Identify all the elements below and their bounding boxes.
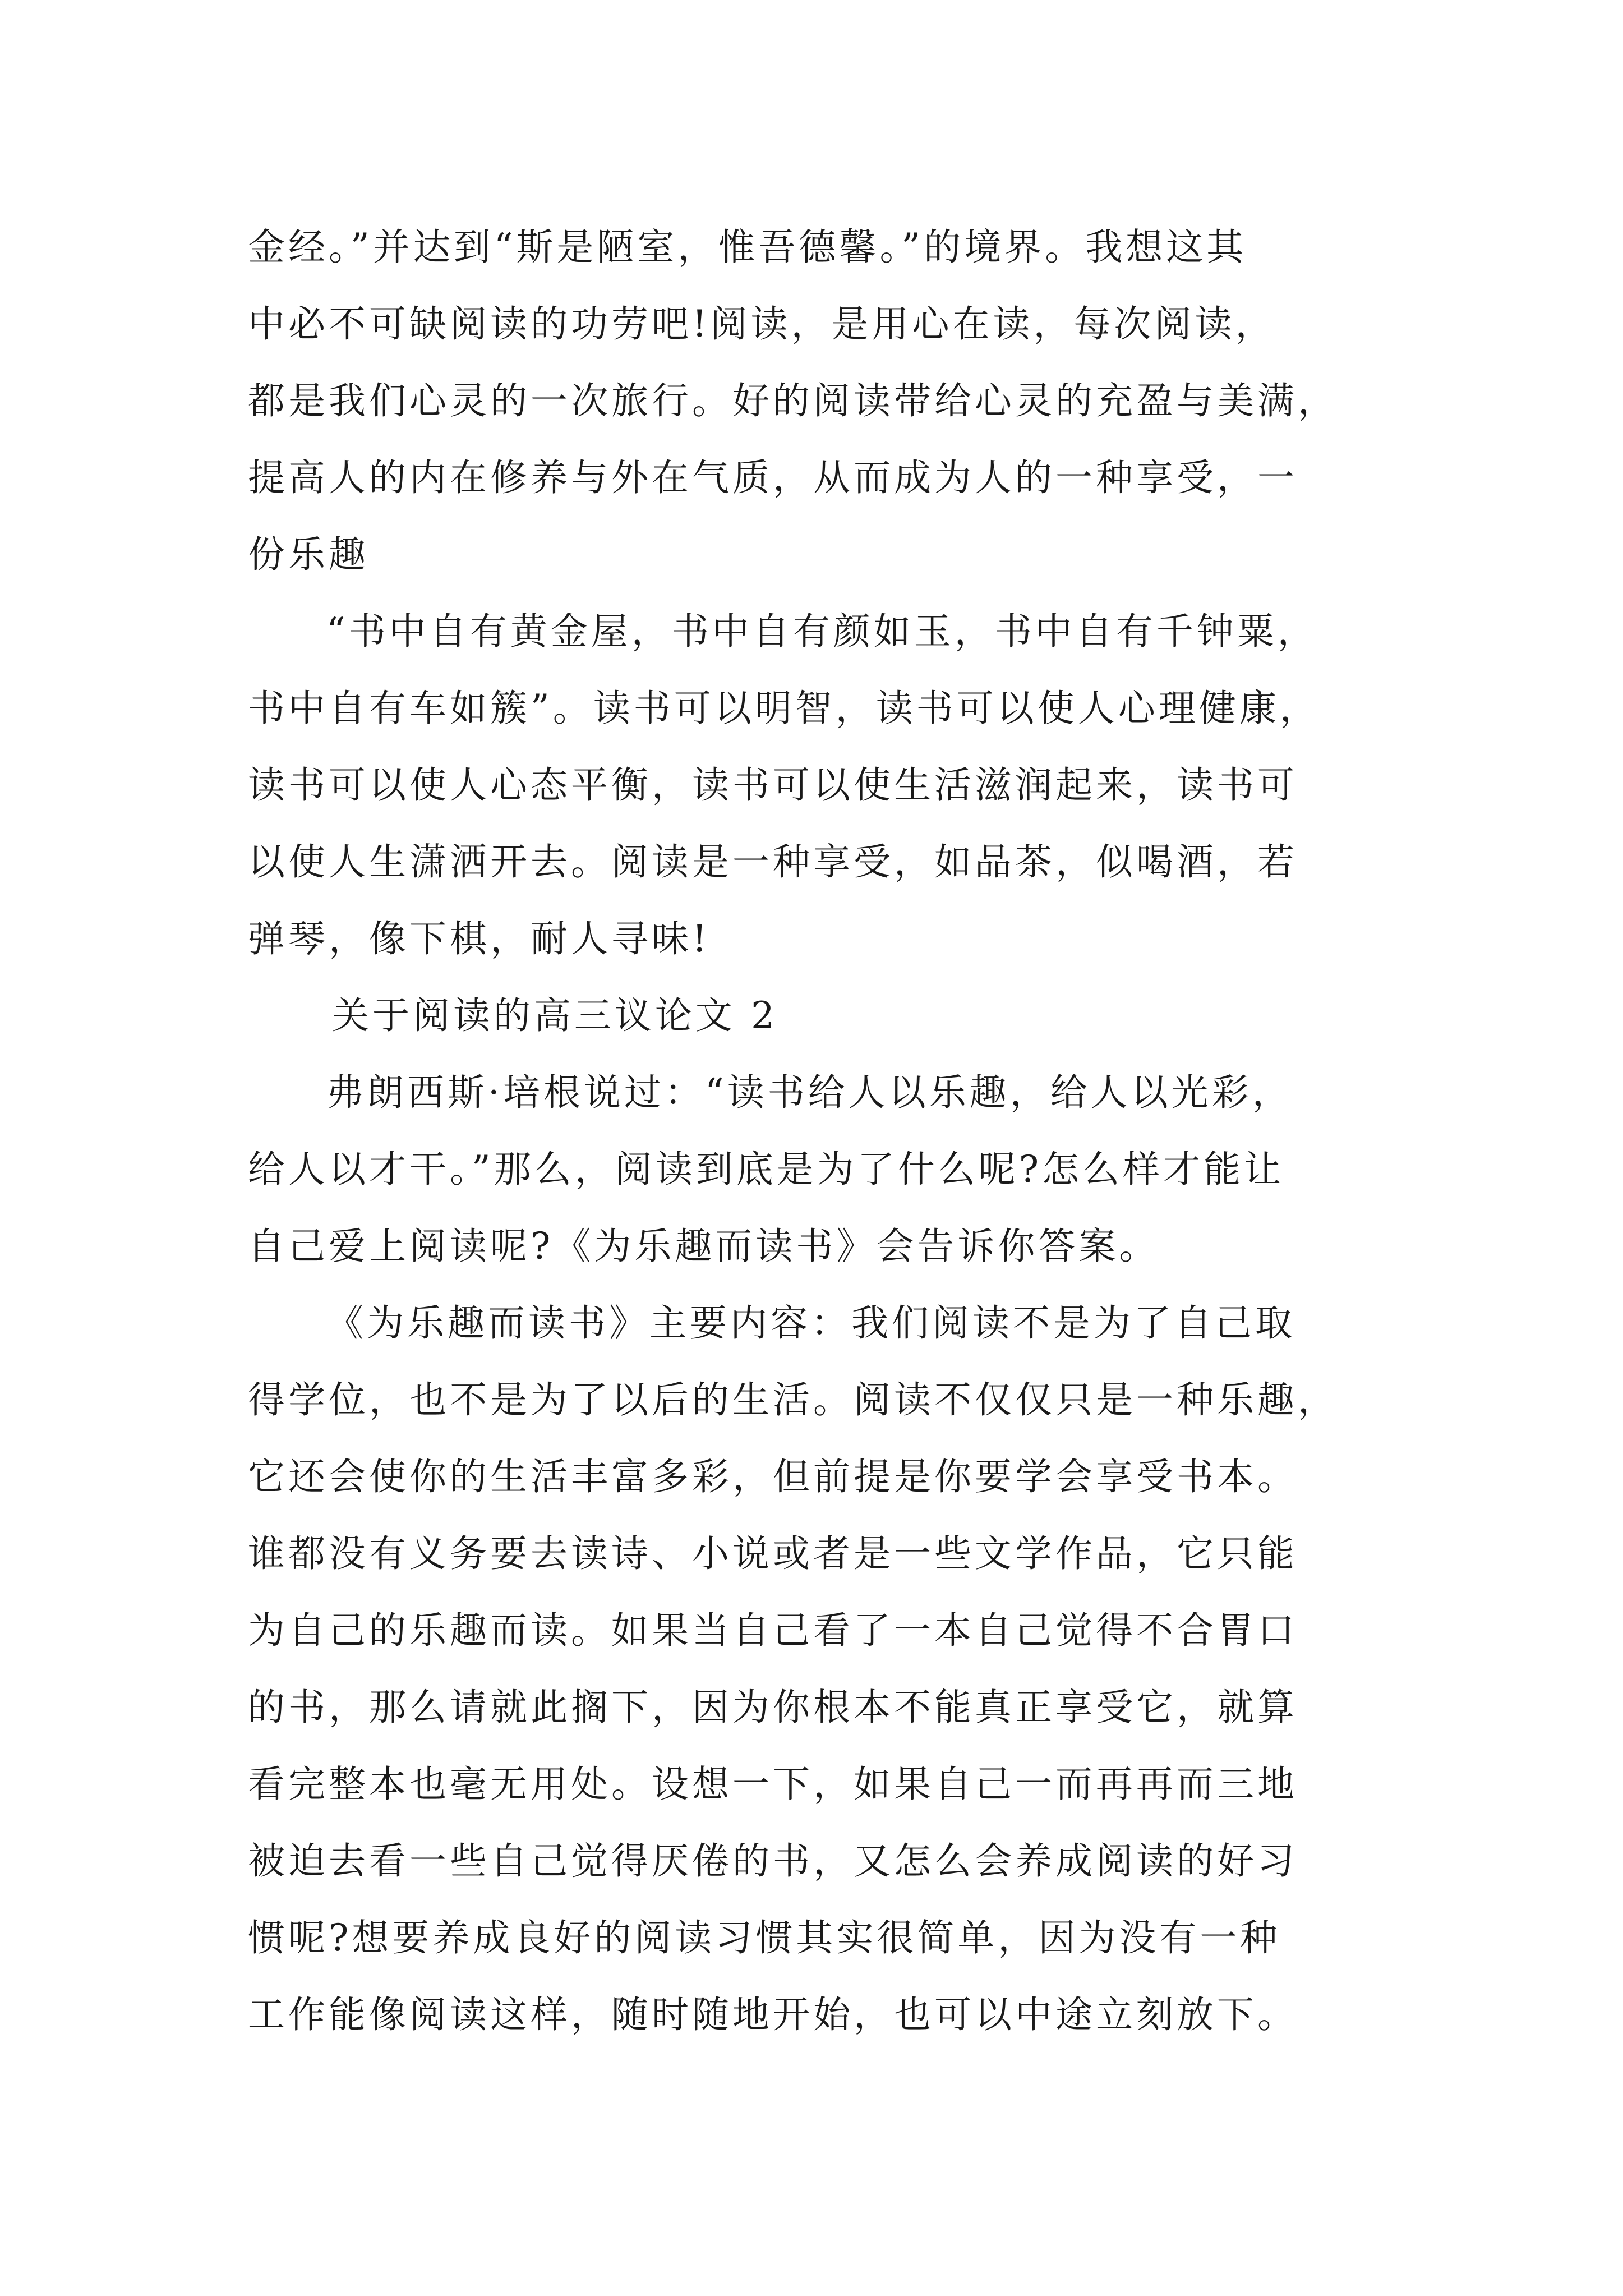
section-heading: 关于阅读的高三议论文 2 bbox=[332, 994, 778, 1037]
text-line: 谁都没有义务要去读诗、小说或者是一些文学作品，它只能 bbox=[248, 1532, 1298, 1575]
text-line: 《为乐趣而读书》主要内容：我们阅读不是为了自己取 bbox=[326, 1301, 1295, 1345]
text-line: 看完整本也毫无用处。设想一下，如果自己一而再再而三地 bbox=[248, 1763, 1298, 1806]
text-line: 书中自有车如簇”。读书可以明智，读书可以使人心理健康， bbox=[248, 687, 1320, 730]
text-line: 弗朗西斯·培根说过：“读书给人以乐趣，给人以光彩， bbox=[326, 1071, 1293, 1114]
text-line: “书中自有黄金屋，书中自有颜如玉，书中自有千钟粟， bbox=[326, 610, 1318, 653]
text-line: 读书可以使人心态平衡，读书可以使生活滋润起来，读书可 bbox=[248, 763, 1298, 807]
text-line: 工作能像阅读这样，随时随地开始，也可以中途立刻放下。 bbox=[248, 1993, 1298, 2036]
text-line: 份乐趣 bbox=[248, 533, 369, 576]
text-line: 惯呢?想要养成良好的阅读习惯其实很简单，因为没有一种 bbox=[248, 1916, 1281, 1959]
text-line: 得学位，也不是为了以后的生活。阅读不仅仅只是一种乐趣， bbox=[248, 1378, 1338, 1421]
text-line: 都是我们心灵的一次旅行。好的阅读带给心灵的充盈与美满， bbox=[248, 379, 1338, 422]
text-line: 为自己的乐趣而读。如果当自己看了一本自己觉得不合胃口 bbox=[248, 1609, 1298, 1652]
text-line: 中必不可缺阅读的功劳吧!阅读，是用心在读，每次阅读， bbox=[248, 302, 1276, 346]
text-line: 的书，那么请就此搁下，因为你根本不能真正享受它，就算 bbox=[248, 1686, 1298, 1729]
text-line: 自己爱上阅读呢?《为乐趣而读书》会告诉你答案。 bbox=[248, 1225, 1160, 1268]
text-line: 金经。”并达到“斯是陋室，惟吾德馨。”的境界。我想这其 bbox=[248, 226, 1247, 269]
text-line: 弹琴，像下棋，耐人寻味! bbox=[248, 917, 711, 960]
text-line: 提高人的内在修养与外在气质，从而成为人的一种享受，一 bbox=[248, 456, 1298, 499]
text-line: 以使人生潇洒开去。阅读是一种享受，如品茶，似喝酒，若 bbox=[248, 840, 1298, 884]
text-line: 它还会使你的生活丰富多彩，但前提是你要学会享受书本。 bbox=[248, 1455, 1298, 1498]
text-line: 给人以才干。”那么，阅读到底是为了什么呢?怎么样才能让 bbox=[248, 1148, 1285, 1191]
essay-body bbox=[248, 209, 1414, 2053]
text-line: 被迫去看一些自己觉得厌倦的书，又怎么会养成阅读的好习 bbox=[248, 1839, 1298, 1883]
